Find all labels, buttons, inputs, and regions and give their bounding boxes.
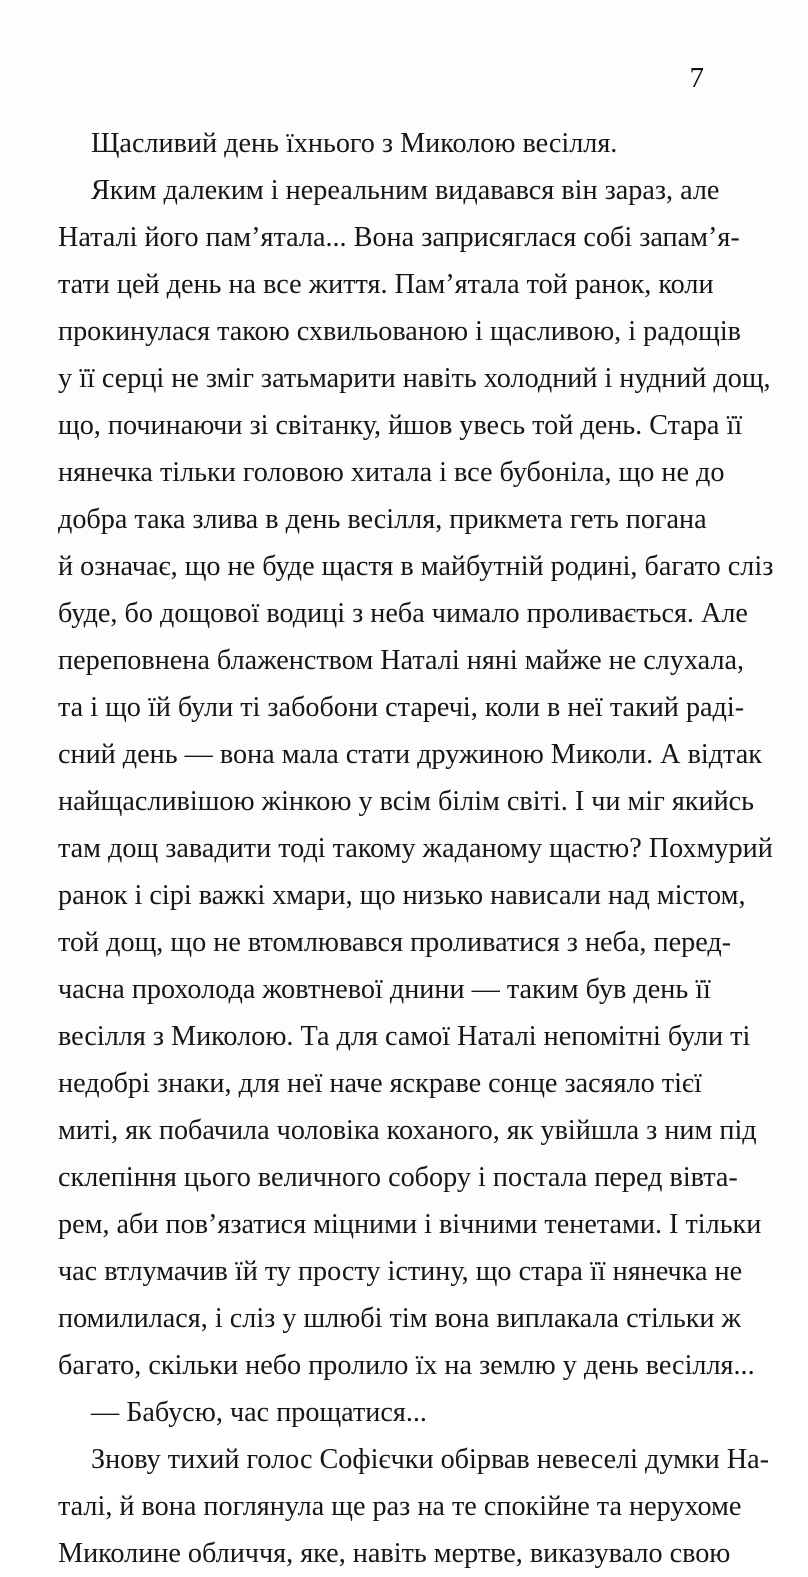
text-line: найщасливішою жінкою у всім білім світі. І чи міг якийсь [58, 786, 755, 817]
text-line: часна прохолода жовтневої днини — таким був день її [58, 974, 711, 1005]
text-line: буде, бо дощової водиці з неба чимало проливається. Але [58, 598, 748, 629]
text-line: рем, аби пов’язатися міцними і вічними тенетами. І тільки [58, 1209, 762, 1240]
text-line: ранок і сірі важкі хмари, що низько нависали над містом, [58, 880, 746, 911]
text-line: добра така злива в день весілля, прикмета геть погана [58, 504, 707, 535]
text-line: Миколине обличчя, яке, навіть мертве, виказувало свою [58, 1538, 731, 1569]
text-line: миті, як побачила чоловіка коханого, як увійшла з ним під [58, 1115, 757, 1146]
text-line: той дощ, що не втомлювався проливатися з неба, перед- [58, 927, 732, 958]
text-line: тати цей день на все життя. Пам’ятала той ранок, коли [58, 269, 714, 300]
text-line: Знову тихий голос Софієчки обірвав невеселі думки На- [91, 1444, 769, 1475]
text-line: багато, скільки небо пролило їх на землю у день весілля... [58, 1350, 755, 1381]
text-line: — Бабусю, час прощатися... [91, 1397, 427, 1428]
text-line: склепіння цього величного собору і постала перед вівта- [58, 1162, 738, 1193]
text-line: й означає, що не буде щастя в майбутній родині, багато сліз [58, 551, 774, 582]
text-line: весілля з Миколою. Та для самої Наталі непомітні були ті [58, 1021, 751, 1052]
text-line: прокинулася такою схвильованою і щасливою, і радощів [58, 316, 741, 347]
text-line: Щасливий день їхнього з Миколою весілля. [91, 128, 618, 159]
text-line: нянечка тільки головою хитала і все бубоніла, що не до [58, 457, 725, 488]
text-line: та і що їй були ті забобони старечі, коли в неї такий раді- [58, 692, 745, 723]
text-line: у її серці не зміг затьмарити навіть холодний і нудний дощ, [58, 363, 771, 394]
text-line: сний день — вона мала стати дружиною Миколи. А відтак [58, 739, 762, 770]
body-text [58, 120, 774, 1577]
text-line: Наталі його пам’ятала... Вона заприсяглася собі запам’я- [58, 222, 740, 253]
text-line: помилилася, і сліз у шлюбі тім вона виплакала стільки ж [58, 1303, 741, 1334]
text-line: Яким далеким і нереальним видавався він зараз, але [91, 175, 720, 206]
page-number: 7 [689, 62, 704, 94]
text-line: переповнена блаженством Наталі няні майже не слухала, [58, 645, 745, 676]
text-line: талі, й вона поглянула ще раз на те спокійне та нерухоме [58, 1491, 742, 1522]
text-line: що, починаючи зі світанку, йшов увесь той день. Стара її [58, 410, 743, 441]
text-line: там дощ завадити тоді такому жаданому щастю? Похмурий [58, 833, 773, 864]
text-line: час втлумачив їй ту просту істину, що стара її нянечка не [58, 1256, 743, 1287]
text-line: недобрі знаки, для неї наче яскраве сонце засяяло тієї [58, 1068, 702, 1099]
